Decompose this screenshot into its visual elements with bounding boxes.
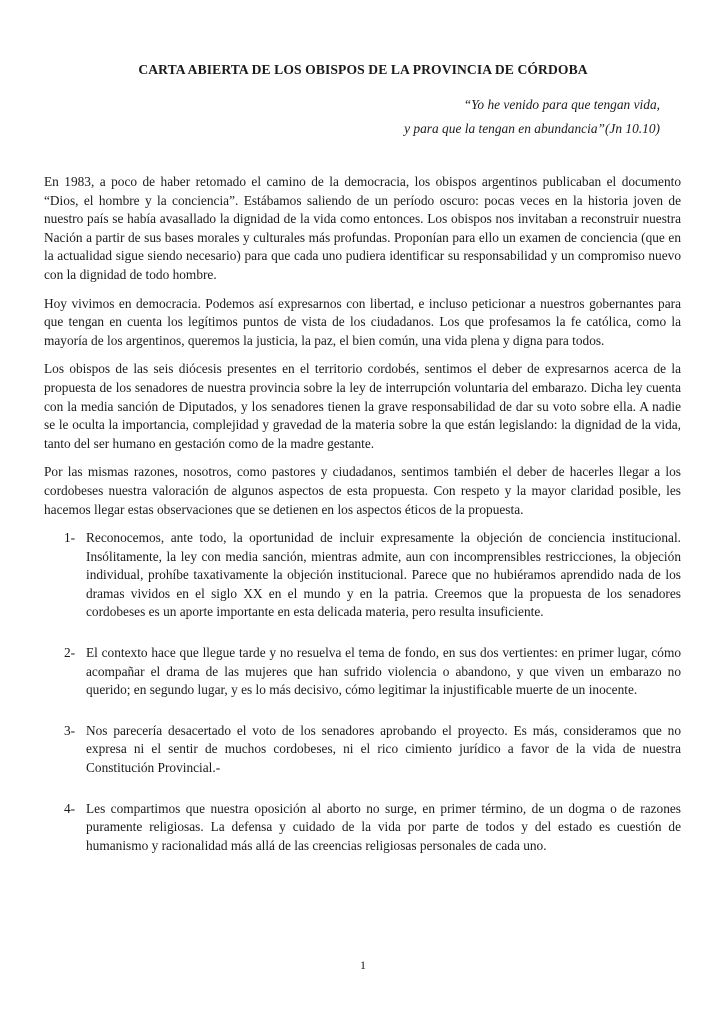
page-number: 1 [360,958,366,972]
list-item [44,722,681,778]
paragraph-3: Los obispos de las seis diócesis presentes en el territorio cordobés, sentimos el deber de expresarnos acerca de la propuesta de los senadores de nuestra provincia sobre la ley de interrupción voluntaria del embarazo. Dicha ley cuenta con la media sanción de Diputados, y los senadores tienen la grave responsabilidad de dar su voto sobre ella. A nadie se le oculta la importancia, complejidad y gravedad de la materia sobre la que están legislando: la dignidad de la vida, tanto del ser humano en gestación como de la madre gestante. [44,361,681,451]
list-item [44,800,681,856]
list-item-number: 4- [64,800,76,816]
paragraph-4: Por las mismas razones, nosotros, como pastores y ciudadanos, sentimos también el deber de hacerles llegar a los cordobeses nuestra valoración de algunos aspectos de esta propuesta. Con respeto y la mayor claridad posible, les hacemos llegar estas observaciones que se detienen en los aspectos éticos de la propuesta. [44,464,681,517]
list-item [44,644,681,700]
paragraph-1: En 1983, a poco de haber retomado el camino de la democracia, los obispos argentinos publicaban el documento “Dios, el hombre y la conciencia”. Estábamos saliendo de un período oscuro: pocas veces en la historia joven de nuestro país se había avasallado la dignidad de la vida como entonces. Los obispos nos invitaban a reconstruir nuestra Nación a partir de sus bases morales y culturales más profundas. Proponían para ello un examen de conciencia (que en la actualidad sigue siendo necesario) para que cada uno pudiera identificar su responsabilidad y un compromiso nuevo con la dignidad de todo hombre. [44,174,681,282]
list-item-text: El contexto hace que llegue tarde y no resuelva el tema de fondo, en sus dos vertientes: en primer lugar, cómo acompañar el drama de las mujeres que han sufrido violencia o abandono, y que viven un embarazo no querido; en segundo lugar, y es lo más decisivo, cómo legitimar la injustificable muerte de un inocente. [86,645,681,698]
epigraph-line-2: y para que la tengan en abundancia”(Jn 10.10) [404,121,660,136]
list-item-number: 2- [64,645,76,661]
document-title: CARTA ABIERTA DE LOS OBISPOS DE LA PROVINCIA DE CÓRDOBA [138,62,588,77]
list-item-number: 3- [64,722,76,738]
letter-body [44,173,681,877]
list-item [44,529,681,622]
epigraph-line-1: “Yo he venido para que tengan vida, [463,97,660,112]
observations-list [44,529,681,855]
list-item-text: Nos parecería desacertado el voto de los senadores aprobando el proyecto. Es más, consideramos que no expresa ni el sentir de muchos cordobeses, ni el rico cimiento jurídico a favor de la vida de nuestra Constitución Provincial.- [86,722,681,776]
epigraph-quote [404,93,660,141]
list-item-text: Les compartimos que nuestra oposición al aborto no surge, en primer término, de un dogma o de razones puramente religiosas. La defensa y cuidado de la vida por parte de todos y del estado es cuestión de humanismo y racionalidad más allá de las creencias religiosas personales de cada uno. [86,800,681,853]
list-item-number: 1- [64,530,76,546]
list-item-text: Reconocemos, ante todo, la oportunidad de incluir expresamente la objeción de conciencia institucional. Insólitamente, la ley con media sanción, mientras admite, aun con incomprensibles restricciones, la objeción individual, prohíbe taxativamente la objeción institucional. Parece que no hubiéramos aprendido nada de los dramas vividos en el siglo XX en el mundo y en la patria. Creemos que la propuesta de los senadores cordobeses es un aporte importante en esta delicada materia, pero resulta insuficiente. [86,530,681,620]
paragraph-2: Hoy vivimos en democracia. Podemos así expresarnos con libertad, e incluso peticionar a nuestros gobernantes para que tengan en cuenta los legítimos puntos de vista de los ciudadanos. Los que profesamos la fe católica, como la mayoría de los argentinos, queremos la justicia, la paz, el bien común, una vida plena y digna para todos. [44,295,681,348]
